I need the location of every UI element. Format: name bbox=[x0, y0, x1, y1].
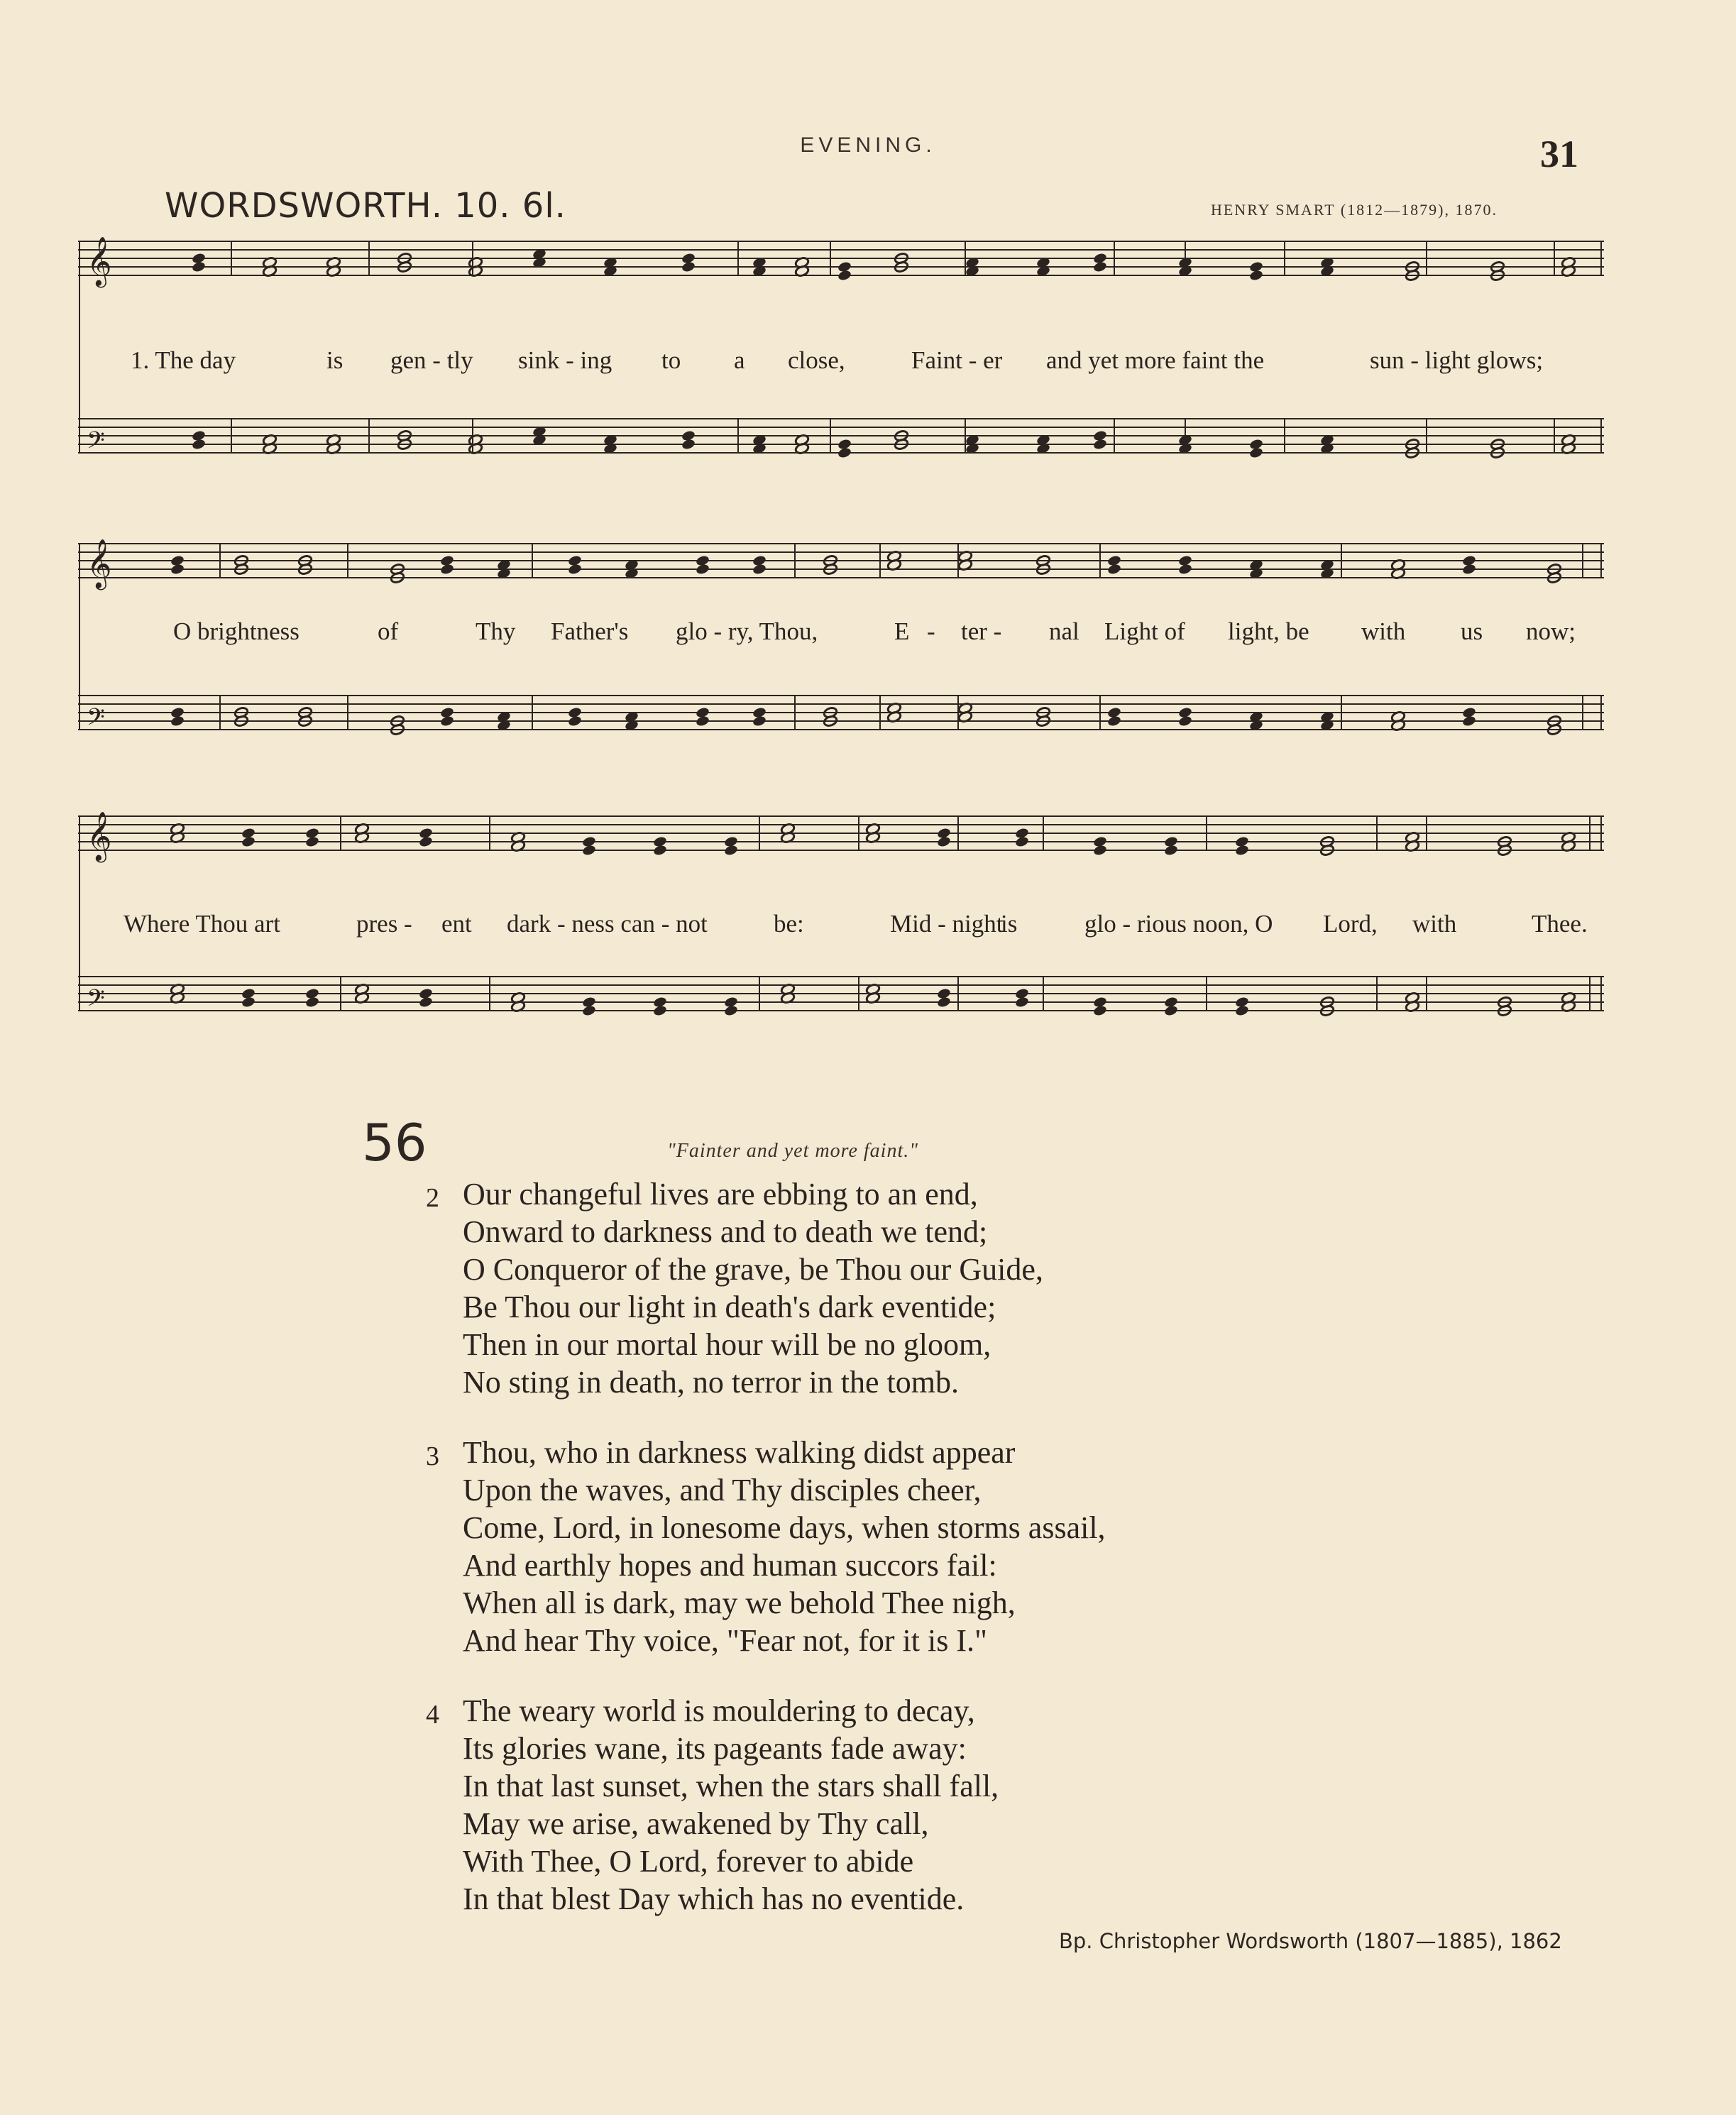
verse-line: In that blest Day which has no eventide. bbox=[463, 1881, 965, 1916]
note-head bbox=[191, 438, 206, 450]
lyric-syllable: ter - bbox=[961, 617, 1002, 645]
note-head bbox=[418, 996, 433, 1008]
bass-clef-icon: 𝄢 bbox=[87, 985, 105, 1018]
lyric-syllable: close, bbox=[788, 346, 845, 374]
author-attribution: Bp. Christopher Wordsworth (1807—1885), 1862 bbox=[1059, 1929, 1562, 1953]
lyric-syllable: Lord, bbox=[1323, 910, 1378, 938]
verse-line: And earthly hopes and human succors fail: bbox=[463, 1548, 997, 1583]
note-head bbox=[170, 563, 185, 575]
note-head bbox=[681, 438, 696, 450]
lyric-syllable: sink - ing bbox=[518, 346, 612, 374]
composer-credit: HENRY SMART (1812—1879), 1870. bbox=[1211, 201, 1498, 219]
section-title: EVENING. bbox=[800, 133, 936, 157]
note-head bbox=[581, 1004, 596, 1016]
verse-line: Come, Lord, in lonesome days, when storms assail, bbox=[463, 1510, 1106, 1545]
lyric-syllable: Mid - night bbox=[890, 910, 1004, 938]
note-head bbox=[1177, 715, 1192, 727]
verse-line: Upon the waves, and Thy disciples cheer, bbox=[463, 1473, 982, 1507]
note-head bbox=[1092, 844, 1107, 856]
lyric-syllable: of bbox=[378, 617, 399, 645]
note-head bbox=[1106, 563, 1121, 575]
note-head bbox=[1163, 844, 1178, 856]
note-head bbox=[1248, 269, 1263, 281]
note-head bbox=[695, 715, 710, 727]
treble-staff bbox=[78, 811, 1604, 862]
hymn-subtitle: "Fainter and yet more faint." bbox=[667, 1140, 918, 1162]
treble-clef-icon: 𝄞 bbox=[87, 539, 112, 588]
note-head bbox=[304, 835, 319, 847]
note-head bbox=[936, 835, 951, 847]
lyric-syllable: Father's bbox=[551, 617, 629, 645]
note-head bbox=[241, 835, 256, 847]
note-head bbox=[1092, 438, 1107, 450]
note-head bbox=[567, 563, 582, 575]
verse-line: In that last sunset, when the stars shall fall, bbox=[463, 1769, 999, 1803]
lyric-syllable: Where Thou art bbox=[123, 910, 280, 938]
verse-line: Its glories wane, its pageants fade away: bbox=[463, 1731, 967, 1766]
lyric-syllable: with bbox=[1361, 617, 1406, 645]
note-head bbox=[1092, 1004, 1107, 1016]
note-head bbox=[567, 715, 582, 727]
note-head bbox=[652, 844, 667, 856]
note-head bbox=[439, 563, 454, 575]
note-head bbox=[681, 260, 696, 273]
verse-line: Our changeful lives are ebbing to an end, bbox=[463, 1177, 978, 1212]
note-head bbox=[1177, 563, 1192, 575]
note-head bbox=[1092, 260, 1107, 273]
treble-clef-icon: 𝄞 bbox=[87, 236, 112, 286]
verse-line: Be Thou our light in death's dark eventide; bbox=[463, 1290, 996, 1324]
verse-line: O Conqueror of the grave, be Thou our Guide, bbox=[463, 1252, 1043, 1287]
verse-line: Thou, who in darkness walking didst appear bbox=[463, 1435, 1016, 1470]
lyric-syllable: nal bbox=[1049, 617, 1079, 645]
note-head bbox=[439, 715, 454, 727]
note-head bbox=[191, 260, 206, 273]
note-head bbox=[837, 446, 852, 458]
lyric-syllable: - bbox=[927, 617, 935, 645]
note-head bbox=[581, 844, 596, 856]
lyric-syllable: glo - rious noon, O bbox=[1084, 910, 1273, 938]
lyric-syllable: to bbox=[661, 346, 681, 374]
note-head bbox=[1248, 446, 1263, 458]
lyric-syllable: 1. The day bbox=[131, 346, 236, 374]
lyric-syllable: glo - ry, Thou, bbox=[676, 617, 818, 645]
music-system-1 bbox=[78, 234, 1604, 468]
lyric-syllable: ent bbox=[441, 910, 472, 938]
lyric-syllable: us bbox=[1461, 617, 1483, 645]
lyric-syllable: pres - bbox=[356, 910, 412, 938]
note-head bbox=[418, 835, 433, 847]
lyric-syllable: gen - tly bbox=[390, 346, 473, 374]
lyric-syllable: Thy bbox=[476, 617, 516, 645]
note-head bbox=[752, 715, 767, 727]
note-head bbox=[723, 844, 738, 856]
lyric-syllable: sun - light glows; bbox=[1370, 346, 1544, 374]
verse-number: 4 bbox=[426, 1700, 439, 1730]
note-head bbox=[1234, 844, 1249, 856]
lyric-syllable: be: bbox=[774, 910, 804, 938]
bass-staff bbox=[78, 977, 1604, 1018]
note-head bbox=[1014, 835, 1029, 847]
verse-number: 3 bbox=[426, 1441, 439, 1471]
note-head bbox=[723, 1004, 738, 1016]
tune-name: WORDSWORTH. 10. 6l. bbox=[165, 186, 566, 226]
lyric-syllable: dark - ness can - not bbox=[507, 910, 708, 938]
verse-line: Onward to darkness and to death we tend; bbox=[463, 1214, 988, 1249]
note-head bbox=[1461, 715, 1476, 727]
page-number: 31 bbox=[1540, 133, 1578, 175]
note-head bbox=[304, 996, 319, 1008]
music-system-2 bbox=[78, 531, 1604, 758]
lyric-syllable: and yet more faint the bbox=[1046, 346, 1265, 374]
lyric-syllable: Faint - er bbox=[911, 346, 1003, 374]
lyric-syllable: O brightness bbox=[173, 617, 300, 645]
lyric-syllable: is bbox=[1001, 910, 1018, 938]
bass-clef-icon: 𝄢 bbox=[87, 704, 105, 737]
note-head bbox=[1234, 1004, 1249, 1016]
note-head bbox=[652, 1004, 667, 1016]
note-head bbox=[1461, 563, 1476, 575]
lyric-syllable: light, be bbox=[1228, 617, 1309, 645]
lyric-syllable: with bbox=[1412, 910, 1457, 938]
lyric-syllable: a bbox=[734, 346, 745, 374]
note-head bbox=[752, 563, 767, 575]
lyric-syllable: Light of bbox=[1104, 617, 1185, 645]
note-head bbox=[837, 269, 852, 281]
bass-clef-icon: 𝄢 bbox=[87, 427, 105, 460]
lyric-syllable: now; bbox=[1526, 617, 1576, 645]
hymn-number: 56 bbox=[362, 1113, 427, 1172]
verse-line: May we arise, awakened by Thy call, bbox=[463, 1806, 929, 1841]
note-head bbox=[695, 563, 710, 575]
verse-line: With Thee, O Lord, forever to abide bbox=[463, 1844, 914, 1879]
verse-line: And hear Thy voice, "Fear not, for it is I." bbox=[463, 1623, 987, 1658]
music-system-3 bbox=[78, 809, 1604, 1050]
lyric-syllable: is bbox=[326, 346, 344, 374]
note-head bbox=[1163, 1004, 1178, 1016]
note-head bbox=[1106, 715, 1121, 727]
lyric-syllable: Thee. bbox=[1532, 910, 1588, 938]
verse-number: 2 bbox=[426, 1183, 439, 1213]
verse-line: When all is dark, may we behold Thee nigh, bbox=[463, 1586, 1016, 1620]
treble-clef-icon: 𝄞 bbox=[87, 811, 112, 861]
note-head bbox=[241, 996, 256, 1008]
note-head bbox=[170, 715, 185, 727]
lyric-syllable: E bbox=[894, 617, 910, 645]
verse-line: The weary world is mouldering to decay, bbox=[463, 1693, 975, 1728]
treble-staff bbox=[78, 236, 1604, 287]
verse-line: No sting in death, no terror in the tomb. bbox=[463, 1365, 959, 1400]
note-head bbox=[936, 996, 951, 1008]
verse-line: Then in our mortal hour will be no gloom, bbox=[463, 1327, 991, 1362]
note-head bbox=[1014, 996, 1029, 1008]
